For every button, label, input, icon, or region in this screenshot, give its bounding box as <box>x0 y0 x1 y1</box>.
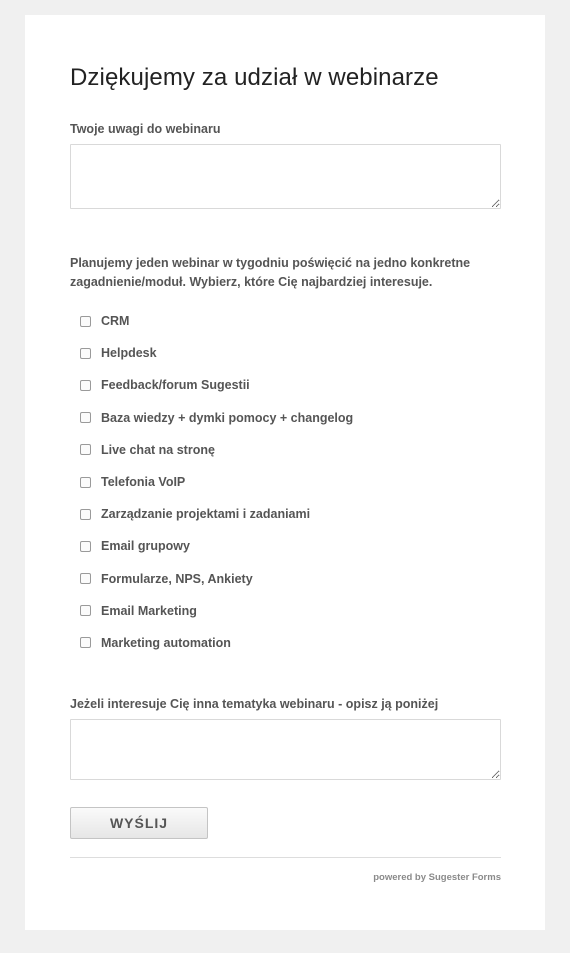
page-title: Dziękujemy za udział w webinarze <box>70 64 439 91</box>
topic-label[interactable]: Email Marketing <box>101 603 197 618</box>
topic-checkbox[interactable] <box>80 380 91 391</box>
comments-label: Twoje uwagi do webinaru <box>70 122 221 136</box>
topic-checkbox[interactable] <box>80 477 91 488</box>
submit-button[interactable]: WYŚLIJ <box>70 807 208 839</box>
topic-option[interactable] <box>80 563 353 595</box>
topic-option[interactable] <box>80 595 353 627</box>
topics-question: Planujemy jeden webinar w tygodniu poświęcić na jedno konkretne zagadnienie/moduł. Wybierz, które Cię najbardziej interesuje. <box>70 256 471 289</box>
topic-checkbox[interactable] <box>80 637 91 648</box>
topic-checkbox[interactable] <box>80 316 91 327</box>
topic-checkbox[interactable] <box>80 509 91 520</box>
topic-label[interactable]: Live chat na stronę <box>101 442 215 457</box>
topic-option[interactable] <box>80 627 353 659</box>
topic-checkbox[interactable] <box>80 348 91 359</box>
topic-label[interactable]: Telefonia VoIP <box>101 475 186 490</box>
topic-checkbox[interactable] <box>80 605 91 616</box>
other-topic-textarea[interactable] <box>70 719 501 780</box>
topic-label[interactable]: Marketing automation <box>101 635 231 650</box>
topic-option[interactable] <box>80 305 353 337</box>
topic-checkbox[interactable] <box>80 412 91 423</box>
topic-option[interactable] <box>80 498 353 530</box>
topic-option[interactable] <box>80 434 353 466</box>
topic-option[interactable] <box>80 337 353 369</box>
topic-label[interactable]: Email grupowy <box>101 539 190 554</box>
other-topic-label: Jeżeli interesuje Cię inna tematyka webinaru - opisz ją poniżej <box>70 697 439 711</box>
topic-option[interactable] <box>80 530 353 562</box>
footer-divider <box>70 857 501 858</box>
topic-checkbox[interactable] <box>80 541 91 552</box>
topic-option[interactable] <box>80 402 353 434</box>
comments-textarea[interactable] <box>70 144 501 209</box>
topic-label[interactable]: Helpdesk <box>101 346 157 361</box>
topic-label[interactable]: Formularze, NPS, Ankiety <box>101 571 253 586</box>
topic-checkbox[interactable] <box>80 444 91 455</box>
topic-label[interactable]: Baza wiedzy + dymki pomocy + changelog <box>101 410 354 425</box>
topic-label[interactable]: Feedback/forum Sugestii <box>101 378 250 393</box>
topics-checkbox-list <box>80 305 353 659</box>
topic-option[interactable] <box>80 466 353 498</box>
form-card <box>25 15 545 930</box>
topic-option[interactable] <box>80 369 353 401</box>
topic-label[interactable]: Zarządzanie projektami i zadaniami <box>101 507 311 522</box>
topic-label[interactable]: CRM <box>101 314 130 329</box>
topic-checkbox[interactable] <box>80 573 91 584</box>
powered-by-link[interactable]: powered by Sugester Forms <box>373 872 501 883</box>
